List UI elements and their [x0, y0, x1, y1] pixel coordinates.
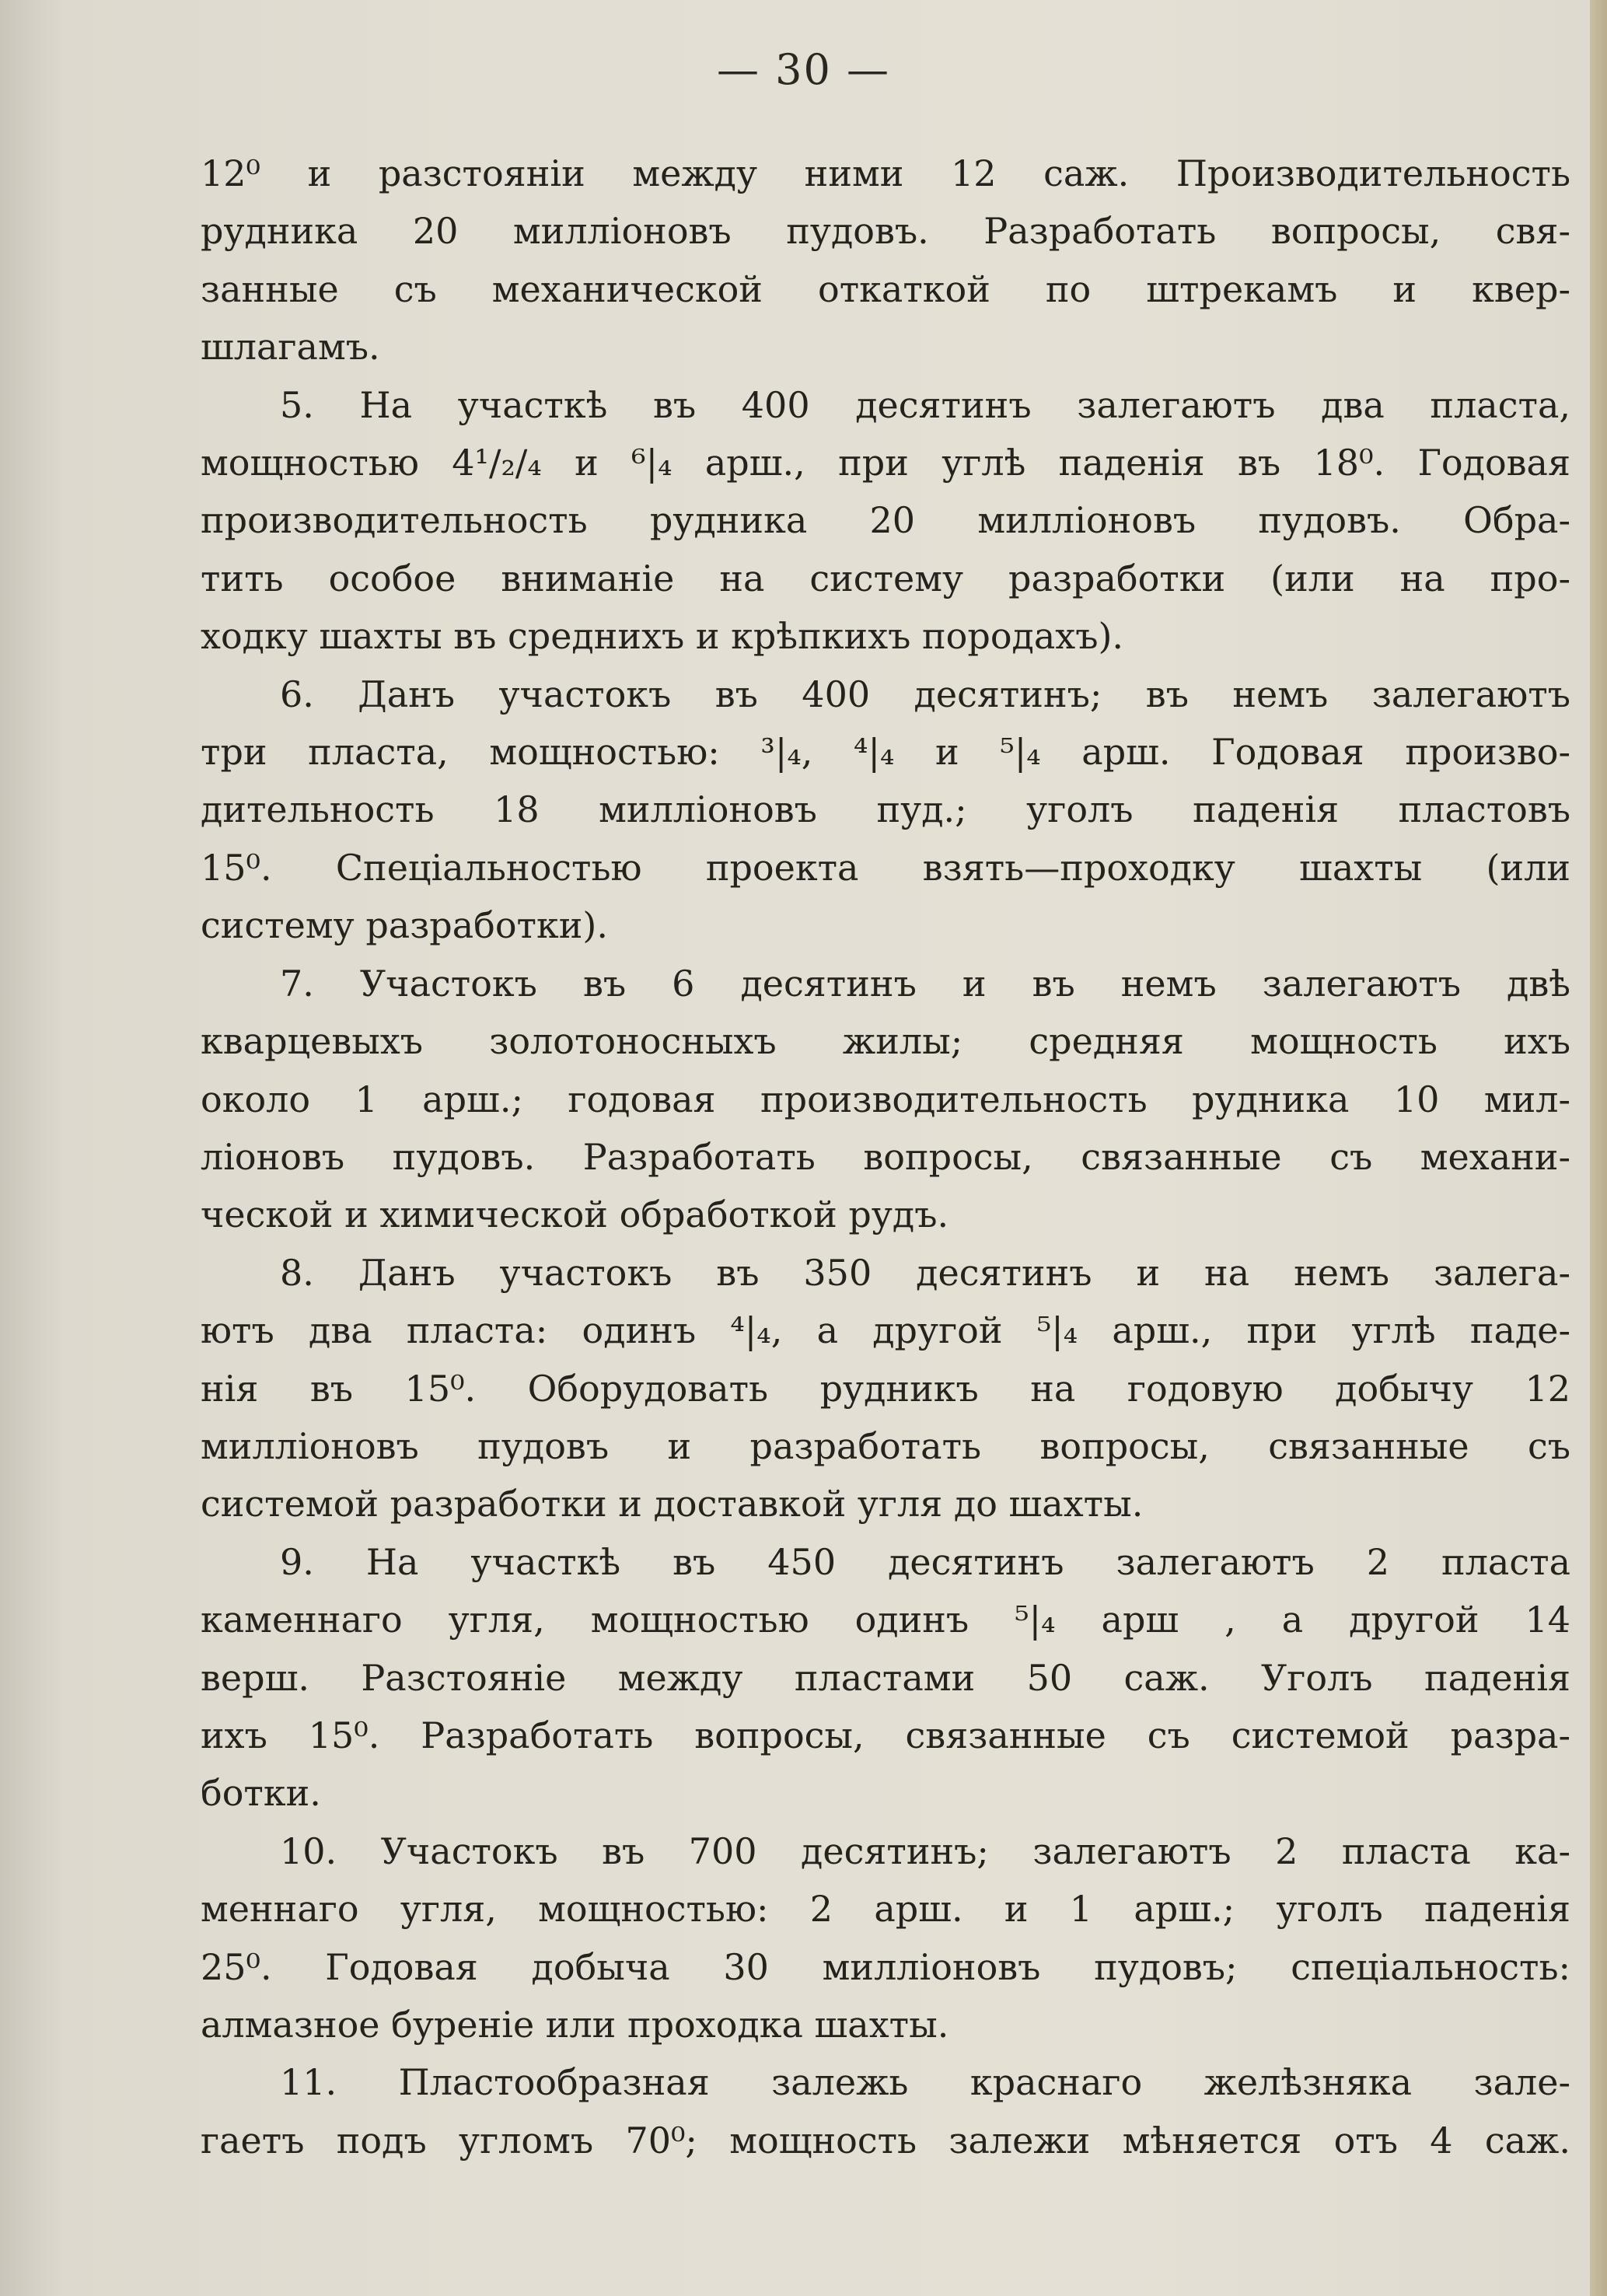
- text-line: около 1 арш.; годовая производительность рудника 10 мил-: [201, 1078, 1570, 1120]
- text-line: 25⁰. Годовая добыча 30 милліоновъ пудовъ; спеціальность:: [201, 1945, 1570, 1988]
- text-line: шлагамъ.: [201, 326, 380, 369]
- text-line: каменнаго угля, мощностью одинъ ⁵|₄ арш , а другой 14: [201, 1599, 1570, 1641]
- text-line: кварцевыхъ золотоносныхъ жилы; средняя мощность ихъ: [201, 1020, 1570, 1063]
- text-line: ихъ 15⁰. Разработать вопросы, связанные съ системой разра-: [201, 1714, 1570, 1756]
- text-line: верш. Разстояніе между пластами 50 саж. Уголъ паденія: [201, 1656, 1570, 1699]
- page-number: — 30 —: [716, 45, 891, 94]
- paragraph-item-7: [201, 955, 1570, 1244]
- paragraph-item-11: [201, 2053, 1570, 2169]
- text-line: алмазное буреніе или проходка шахты.: [201, 2004, 949, 2046]
- text-line: 8. Данъ участокъ въ 350 десятинъ и на немъ залега-: [280, 1251, 1570, 1294]
- text-line: мощностью 4¹/₂/₄ и ⁶|₄ арш., при углѣ паденія въ 18⁰. Годовая: [201, 442, 1570, 484]
- text-line: 6. Данъ участокъ въ 400 десятинъ; въ немъ залегаютъ: [280, 673, 1570, 715]
- text-line: системой разработки и доставкой угля до шахты.: [201, 1483, 1144, 1525]
- page-edge: [1590, 0, 1607, 2296]
- paragraph-item-5: [201, 376, 1570, 666]
- text-line: занные съ механической откаткой по штрекамъ и квер-: [201, 267, 1570, 310]
- text-line: 12⁰ и разстояніи между ними 12 саж. Производительность: [201, 152, 1570, 194]
- text-line: систему разработки).: [201, 904, 608, 947]
- text-line: ютъ два пласта: одинъ ⁴|₄, а другой ⁵|₄ арш., при углѣ паде-: [201, 1309, 1570, 1352]
- text-line: дительность 18 милліоновъ пуд.; уголъ паденія пластовъ: [201, 788, 1570, 831]
- text-line: 15⁰. Спеціальностью проекта взять—проходку шахты (или: [201, 846, 1570, 889]
- text-line: рудника 20 милліоновъ пудовъ. Разработать вопросы, свя-: [201, 210, 1570, 253]
- text-line: ботки.: [201, 1772, 321, 1815]
- paragraph-item-10: [201, 1822, 1570, 2054]
- text-line: ходку шахты въ среднихъ и крѣпкихъ породахъ).: [201, 615, 1124, 658]
- text-line: гаетъ подъ угломъ 70⁰; мощность залежи мѣняется отъ 4 саж.: [201, 2119, 1570, 2161]
- text-line: 10. Участокъ въ 700 десятинъ; залегаютъ 2 пласта ка-: [280, 1829, 1570, 1872]
- paragraph-item-9: [201, 1533, 1570, 1822]
- text-line: три пласта, мощностью: ³|₄, ⁴|₄ и ⁵|₄ арш. Годовая произво-: [201, 731, 1570, 774]
- text-line: нія въ 15⁰. Оборудовать рудникъ на годовую добычу 12: [201, 1367, 1570, 1410]
- text-line: ческой и химической обработкой рудъ.: [201, 1193, 949, 1236]
- text-line: производительность рудника 20 милліоновъ пудовъ. Обра-: [201, 499, 1570, 542]
- paragraph-continuation: [201, 145, 1570, 376]
- page-body: [201, 145, 1570, 2169]
- text-line: 11. Пластообразная залежь краснаго желѣзняка зале-: [280, 2061, 1570, 2104]
- text-line: 7. Участокъ въ 6 десятинъ и въ немъ залегаютъ двѣ: [280, 962, 1570, 1005]
- text-line: 5. На участкѣ въ 400 десятинъ залегаютъ два пласта,: [280, 383, 1570, 426]
- text-line: 9. На участкѣ въ 450 десятинъ залегаютъ 2 пласта: [280, 1540, 1570, 1583]
- text-line: меннаго угля, мощностью: 2 арш. и 1 арш.; уголъ паденія: [201, 1888, 1570, 1931]
- paragraph-item-6: [201, 666, 1570, 955]
- paragraph-item-8: [201, 1244, 1570, 1533]
- text-line: милліоновъ пудовъ и разработать вопросы, связанные съ: [201, 1424, 1570, 1467]
- text-line: тить особое вниманіе на систему разработки (или на про-: [201, 557, 1570, 599]
- text-line: ліоновъ пудовъ. Разработать вопросы, связанные съ механи-: [201, 1135, 1570, 1178]
